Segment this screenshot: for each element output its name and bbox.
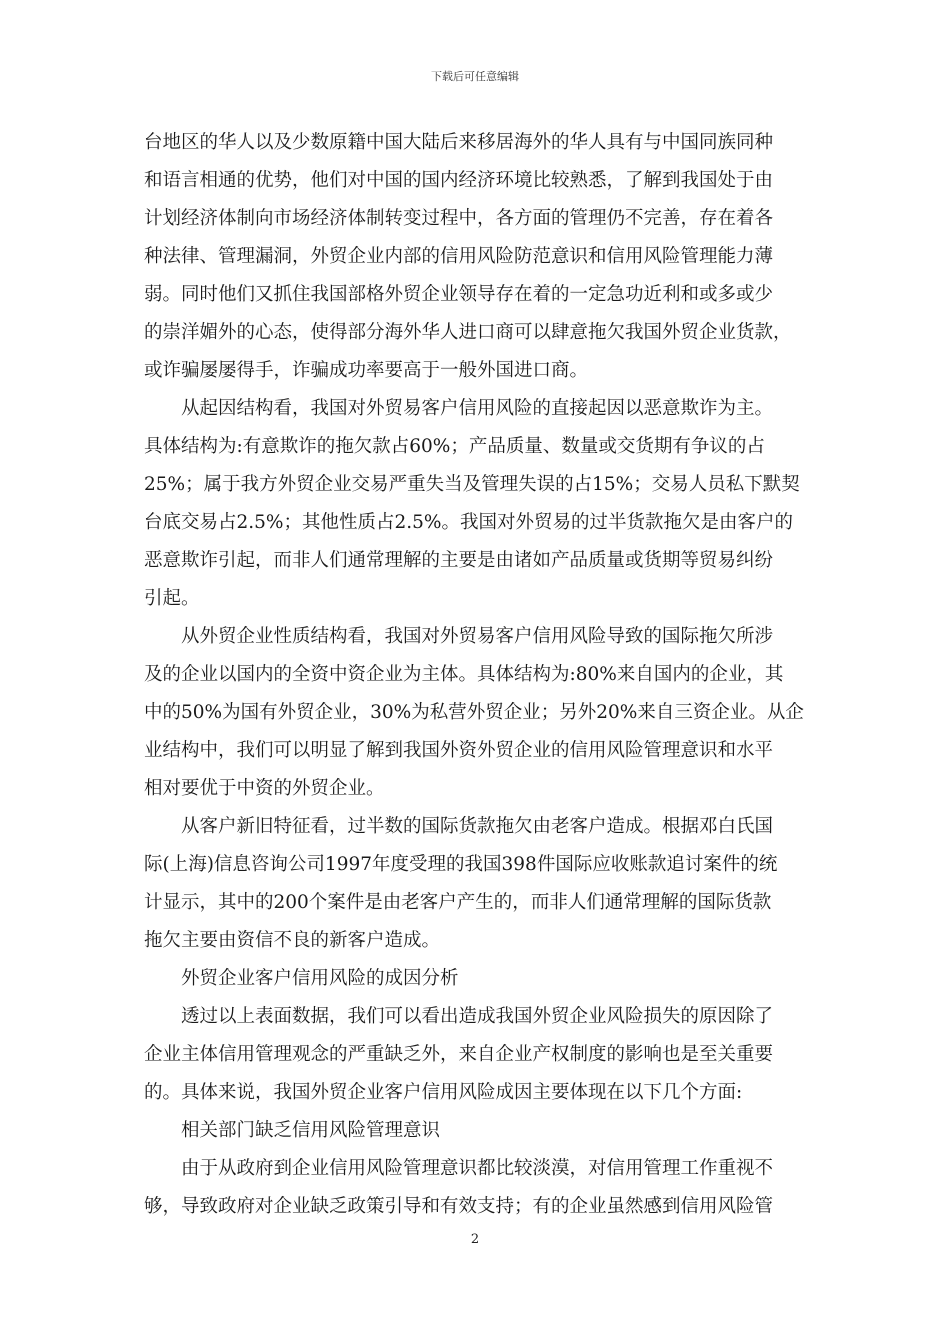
- text-line: 台底交易占2.5%；其他性质占2.5%。我国对外贸易的过半货款拖欠是由客户的: [144, 512, 794, 533]
- text-line: 种法律、管理漏洞，外贸企业内部的信用风险防范意识和信用风险管理能力薄: [144, 246, 774, 267]
- paragraph-first-line: 从外贸企业性质结构看，我国对外贸易客户信用风险导致的国际拖欠所涉: [181, 626, 774, 647]
- text-line: 弱。同时他们又抓住我国部格外贸企业领导存在着的一定急功近利和或多或少: [144, 284, 774, 305]
- text-line: 拖欠主要由资信不良的新客户造成。: [144, 930, 441, 951]
- text-line: 够，导致政府对企业缺乏政策引导和有效支持；有的企业虽然感到信用风险管: [144, 1196, 774, 1217]
- text-line: 和语言相通的优势，他们对中国的国内经济环境比较熟悉，了解到我国处于由: [144, 170, 774, 191]
- text-line: 引起。: [144, 588, 200, 609]
- text-line: 台地区的华人以及少数原籍中国大陆后来移居海外的华人具有与中国同族同种: [144, 132, 774, 153]
- paragraph-first-line: 由于从政府到企业信用风险管理意识都比较淡漠，对信用管理工作重视不: [181, 1158, 774, 1179]
- text-line: 计显示，其中的200个案件是由老客户产生的，而非人们通常理解的国际货款: [144, 892, 772, 913]
- paragraph-first-line: 从起因结构看，我国对外贸易客户信用风险的直接起因以恶意欺诈为主。: [181, 398, 774, 419]
- page-header: 下载后可任意编辑: [431, 70, 519, 83]
- text-line: 及的企业以国内的全资中资企业为主体。具体结构为:80%来自国内的企业，其: [144, 664, 784, 685]
- text-line: 计划经济体制向市场经济体制转变过程中，各方面的管理仍不完善，存在着各: [144, 208, 774, 229]
- text-line: 的崇洋媚外的心态，使得部分海外华人进口商可以肆意拖欠我国外贸企业货款，: [144, 322, 792, 343]
- text-line: 企业主体信用管理观念的严重缺乏外，来自企业产权制度的影响也是至关重要: [144, 1044, 774, 1065]
- text-line: 相对要优于中资的外贸企业。: [144, 778, 385, 799]
- section-heading: 外贸企业客户信用风险的成因分析: [181, 968, 459, 989]
- page-number: 2: [470, 1232, 480, 1247]
- paragraph-first-line: 透过以上表面数据，我们可以看出造成我国外贸企业风险损失的原因除了: [181, 1006, 774, 1027]
- text-line: 恶意欺诈引起，而非人们通常理解的主要是由诸如产品质量或货期等贸易纠纷: [144, 550, 774, 571]
- document-body: [144, 124, 808, 1226]
- text-line: 25%；属于我方外贸企业交易严重失当及管理失误的占15%；交易人员私下默契: [144, 474, 800, 495]
- text-line: 的。具体来说，我国外贸企业客户信用风险成因主要体现在以下几个方面:: [144, 1082, 743, 1103]
- text-line: 或诈骗屡屡得手，诈骗成功率要高于一般外国进口商。: [144, 360, 589, 381]
- text-line: 中的50%为国有外贸企业，30%为私营外贸企业；另外20%来自三资企业。从企: [144, 702, 804, 723]
- text-line: 具体结构为:有意欺诈的拖欠款占60%；产品质量、数量或交货期有争议的占: [144, 436, 765, 457]
- paragraph-first-line: 从客户新旧特征看，过半数的国际货款拖欠由老客户造成。根据邓白氏国: [181, 816, 774, 837]
- text-line: 业结构中，我们可以明显了解到我国外资外贸企业的信用风险管理意识和水平: [144, 740, 774, 761]
- text-line: 际(上海)信息咨询公司1997年度受理的我国398件国际应收账款追讨案件的统: [144, 854, 778, 875]
- section-heading: 相关部门缺乏信用风险管理意识: [181, 1120, 441, 1141]
